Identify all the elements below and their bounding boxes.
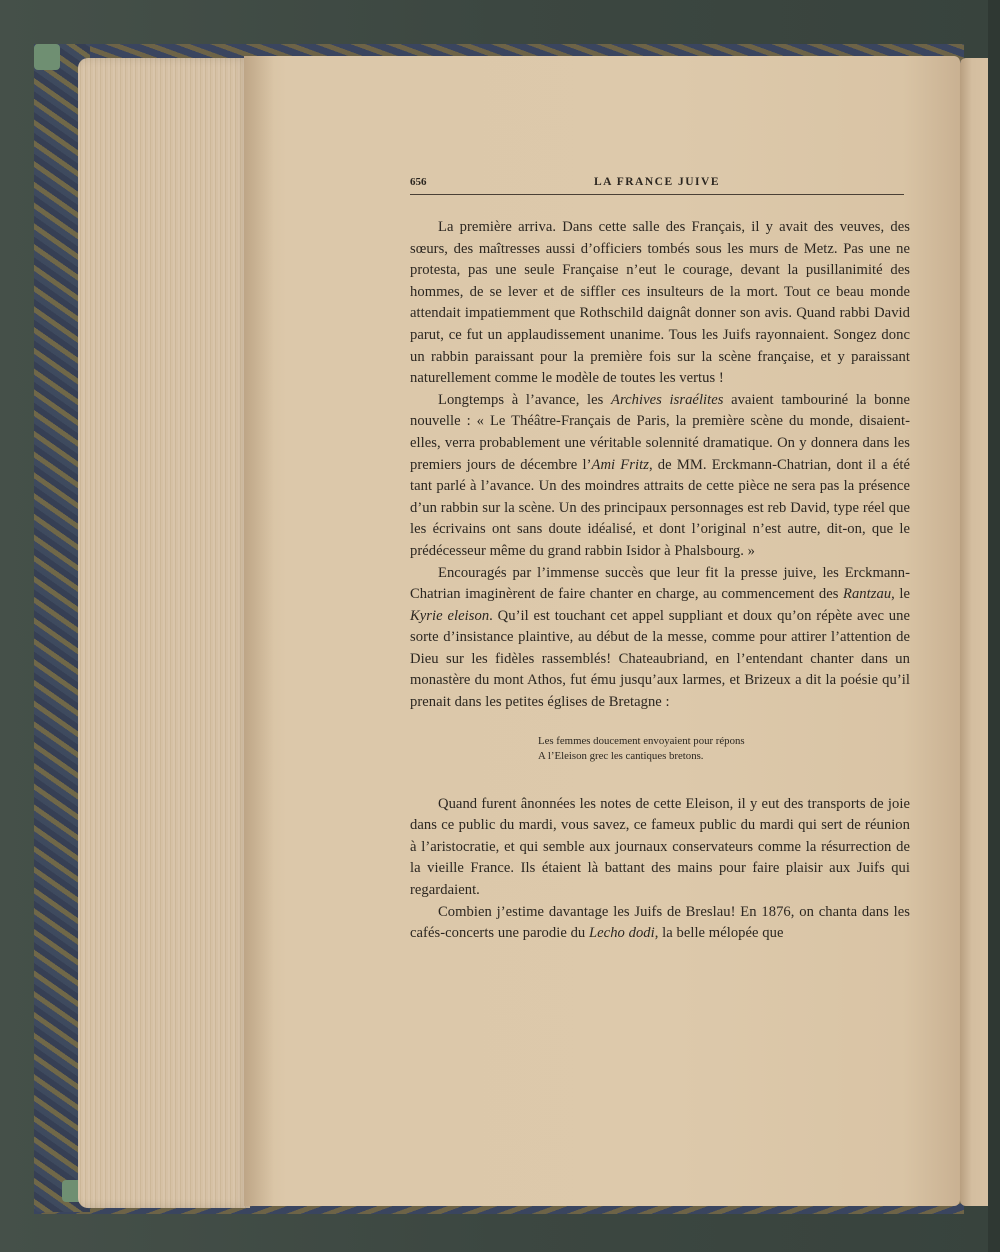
verse-line: Les femmes doucement envoyaient pour répons xyxy=(538,734,745,747)
text-body-after-verse xyxy=(410,794,910,945)
text-run: , le xyxy=(891,586,910,603)
italic-title: Lecho dodi xyxy=(588,925,655,942)
page-stack-edge xyxy=(78,58,250,1208)
page-header xyxy=(410,176,904,195)
text-run: , la belle mélopée que xyxy=(654,925,784,942)
right-board xyxy=(988,0,1000,1252)
italic-title: Kyrie eleison xyxy=(410,607,490,624)
text-body-before-verse xyxy=(410,217,910,714)
text-run: . Qu’il est touchant cet appel suppliant et doux qu’on répète avec une sorte d’insistance plaintive, au début de la messe, comme pour attirer l’attention de Dieu sur les fidèles rassemblés! Chateaubriand, en l’entendant chanter dans un monastère du mont Athos, fut ému jusqu’aux larmes, et Brizeux a dit la poésie qu’il prenait dans les petites églises de Bretagne : xyxy=(410,607,910,711)
text-run: Longtemps à l’avance, les xyxy=(438,391,611,408)
text-run: La première arriva. Dans cette salle des Français, il y avait des veuves, des sœurs, des maîtresses aussi d’officiers tombés sous les murs de Metz. Pas une ne protesta, pas une seule Française n’eut le courage, devant la pusillanimité des hommes, de se lever et de siffler ces insulteurs de la mort. Tout ce beau monde attendait impatiemment que Rothschild daignât donner son avis. Quand rabbi David parut, ce fut un applaudissement unanime. Tous les Juifs rayonnaient. Songez donc un rabbin paraissant pour la première fois sur la scène française, et y paraissant naturellement comme le modèle de toutes les vertus ! xyxy=(410,219,910,387)
text-run: Quand furent ânonnées les notes de cette Eleison, il y eut des transports de joie dans ce public du mardi, vous savez, ce fameux public du mardi qui sert de réunion à l’aristocratie, et qui semble aux journaux conservateurs comme la résurrection de la vieille France. Ils étaient là battant des mains pour faire plaisir aux Juifs qui regardaient. xyxy=(410,795,910,899)
running-head: LA FRANCE JUIVE xyxy=(594,176,721,188)
italic-title: Ami Fritz xyxy=(591,456,649,473)
gutter-shadow xyxy=(244,56,274,1206)
cover-corner-top xyxy=(34,44,60,70)
paragraph xyxy=(410,390,910,563)
paragraph xyxy=(410,217,910,390)
text-run: Encouragés par l’immense succès que leur fit la presse juive, les Erckmann-Chatrian imaginèrent de faire chanter en charge, au commencement des xyxy=(410,564,910,603)
text-run: , de MM. Erckmann-Chatrian, dont il a été tant parlé à l’avance. Un des moindres attraits de cette pièce ne sera pas la présence d’un rabbin sur la scène. Un des principaux personnages est reb David, type réel que les écrivains ont sans doute idéalisé, et dont l’original n’est autre, dit-on, que le prédécesseur même du grand rabbin Isidor à Phalsbourg. » xyxy=(410,456,910,559)
text-run: avaient tambouriné la bonne nouvelle : « Le Théâtre-Français de Paris, la première scène du monde, disaient-elles, verra probablement une véritable solennité dramatique. On y donnera dans les premiers jours de décembre l’ xyxy=(410,391,910,473)
paragraph xyxy=(410,902,910,945)
italic-title: Rantzau xyxy=(842,586,892,603)
paragraph xyxy=(410,794,910,902)
paragraph xyxy=(410,563,910,714)
verse-line: A l’Eleison grec les cantiques bretons. xyxy=(538,749,704,762)
page-content xyxy=(410,176,910,945)
italic-title: Archives israélites xyxy=(610,391,724,408)
verse-quotation xyxy=(538,734,910,764)
page-number: 656 xyxy=(410,176,427,188)
text-run: Combien j’estime davantage les Juifs de Breslau! En 1876, on chanta dans les cafés-concerts une parodie du xyxy=(410,903,910,942)
